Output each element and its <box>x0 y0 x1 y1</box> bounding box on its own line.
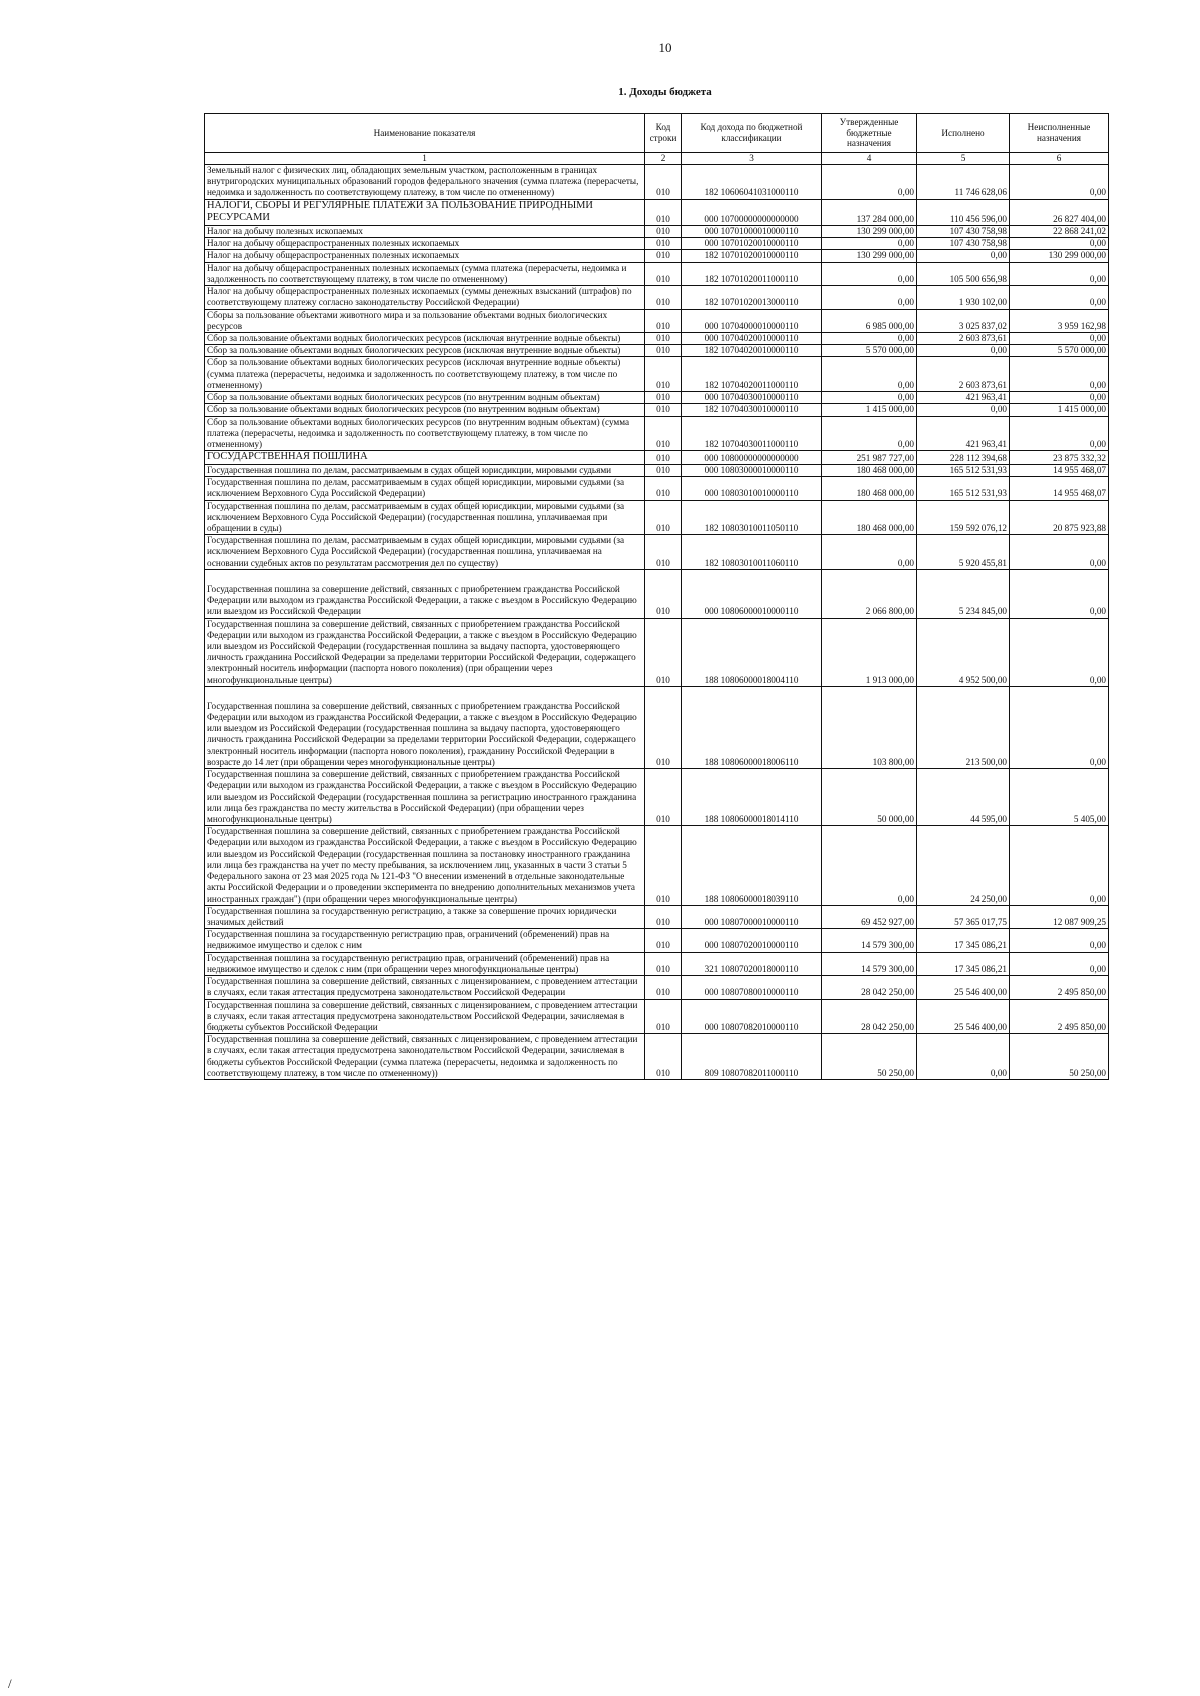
row-name: НАЛОГИ, СБОРЫ И РЕГУЛЯРНЫЕ ПЛАТЕЖИ ЗА ПОЛЬЗОВАНИЕ ПРИРОДНЫМИ РЕСУРСАМИ <box>205 199 645 225</box>
column-header-executed: Исполнено <box>917 114 1010 153</box>
row-executed: 25 546 400,00 <box>917 976 1010 999</box>
row-name: Государственная пошлина за совершение действий, связанных с приобретением гражданства Российской Федерации или выходом из гражданства Российской Федерации, а также с въездом в Российскую Федерацию или выездом из Российской Федерации (государственная пошлина за выдачу паспорта, удостоверяющего личность гражданина Российской Федерации за пределами территории Российской Федерации, содержащего электронный носитель информации (паспорта нового поколения), гражданину Российской Федерации в возрасте до 14 лет (при обращении через многофункциональные центры) <box>205 686 645 768</box>
table-row <box>205 1034 1109 1080</box>
table-row <box>205 416 1109 451</box>
row-income-code: 000 10704030010000110 <box>682 392 822 404</box>
row-approved: 0,00 <box>822 286 917 309</box>
column-number: 5 <box>917 153 1010 165</box>
table-row <box>205 569 1109 618</box>
row-name: Государственная пошлина по делам, рассматриваемым в судах общей юрисдикции, мировыми судьями <box>205 464 645 476</box>
column-header-unexecuted: Неисполненные назначения <box>1010 114 1109 153</box>
column-number-row <box>205 153 1109 165</box>
row-unexecuted: 0,00 <box>1010 618 1109 686</box>
row-approved: 50 250,00 <box>822 1034 917 1080</box>
row-income-code: 188 10806000018014110 <box>682 769 822 826</box>
row-approved: 0,00 <box>822 826 917 906</box>
row-name: Государственная пошлина за совершение действий, связанных с лицензированием, с проведением аттестации в случаях, если такая аттестация предусмотрена законодательством Российской Федерации <box>205 976 645 999</box>
row-line-code: 010 <box>645 199 682 225</box>
row-unexecuted: 0,00 <box>1010 416 1109 451</box>
row-approved: 103 800,00 <box>822 686 917 768</box>
row-executed: 57 365 017,75 <box>917 905 1010 928</box>
row-name: Государственная пошлина по делам, рассматриваемым в судах общей юрисдикции, мировыми судьями (за исключением Верховного Суда Российской Федерации) (государственная пошлина, уплачиваемая при обращении в суды) <box>205 500 645 535</box>
table-row <box>205 345 1109 357</box>
row-executed: 1 930 102,00 <box>917 286 1010 309</box>
row-name: Налог на добычу общераспространенных полезных ископаемых <box>205 250 645 262</box>
row-income-code: 188 10806000018039110 <box>682 826 822 906</box>
row-name: Налог на добычу общераспространенных полезных ископаемых <box>205 238 645 250</box>
row-name: Государственная пошлина по делам, рассматриваемым в судах общей юрисдикции, мировыми судьями (за исключением Верховного Суда Российской Федерации) (государственная пошлина, уплачиваемая на основании судебных актов по результатам рассмотрения дел по существу) <box>205 535 645 570</box>
row-approved: 0,00 <box>822 333 917 345</box>
row-unexecuted: 0,00 <box>1010 262 1109 285</box>
column-number: 3 <box>682 153 822 165</box>
row-unexecuted: 0,00 <box>1010 286 1109 309</box>
table-row <box>205 357 1109 392</box>
row-income-code: 182 10704020010000110 <box>682 345 822 357</box>
row-unexecuted: 0,00 <box>1010 569 1109 618</box>
row-executed: 24 250,00 <box>917 826 1010 906</box>
row-executed: 0,00 <box>917 404 1010 416</box>
row-executed: 159 592 076,12 <box>917 500 1010 535</box>
row-approved: 0,00 <box>822 535 917 570</box>
header-row <box>205 114 1109 153</box>
row-name: Сбор за пользование объектами водных биологических ресурсов (исключая внутренние водные объекты) (сумма платежа (перерасчеты, недоимка и задолженность по соответствующему платежу, в том числе по отмененному) <box>205 357 645 392</box>
row-line-code: 010 <box>645 345 682 357</box>
row-approved: 28 042 250,00 <box>822 976 917 999</box>
column-header-name: Наименование показателя <box>205 114 645 153</box>
row-unexecuted: 0,00 <box>1010 357 1109 392</box>
row-name: Сборы за пользование объектами животного мира и за пользование объектами водных биологических ресурсов <box>205 309 645 332</box>
row-executed: 107 430 758,98 <box>917 238 1010 250</box>
row-income-code: 000 10700000000000000 <box>682 199 822 225</box>
row-approved: 0,00 <box>822 416 917 451</box>
row-executed: 228 112 394,68 <box>917 451 1010 465</box>
row-income-code: 000 10807082010000110 <box>682 999 822 1034</box>
row-income-code: 182 10704020011000110 <box>682 357 822 392</box>
row-unexecuted: 0,00 <box>1010 238 1109 250</box>
row-income-code: 000 10807000010000110 <box>682 905 822 928</box>
row-name: Государственная пошлина за государственную регистрацию прав, ограничений (обременений) прав на недвижимое имущество и сделок с ним <box>205 929 645 952</box>
row-approved: 180 468 000,00 <box>822 464 917 476</box>
row-approved: 14 579 300,00 <box>822 952 917 975</box>
row-line-code: 010 <box>645 226 682 238</box>
row-name: Государственная пошлина за совершение действий, связанных с лицензированием, с проведением аттестации в случаях, если такая аттестация предусмотрена законодательством Российской Федерации, зачисляемая в бюджеты субъектов Российской Федерации <box>205 999 645 1034</box>
table-row <box>205 952 1109 975</box>
row-line-code: 010 <box>645 250 682 262</box>
row-line-code: 010 <box>645 929 682 952</box>
row-line-code: 010 <box>645 238 682 250</box>
row-approved: 130 299 000,00 <box>822 226 917 238</box>
row-name: Сбор за пользование объектами водных биологических ресурсов (по внутренним водным объектам) (сумма платежа (перерасчеты, недоимка и задолженность по соответствующему платежу, в том числе по отмененному) <box>205 416 645 451</box>
row-name: Земельный налог с физических лиц, обладающих земельным участком, расположенным в границах внутригородских муниципальных образований городов федерального значения (сумма платежа (перерасчеты, недоимка и задолженность по соответствующему платежу, в том числе по отмененному) <box>205 165 645 200</box>
row-executed: 5 234 845,00 <box>917 569 1010 618</box>
row-unexecuted: 0,00 <box>1010 686 1109 768</box>
row-line-code: 010 <box>645 769 682 826</box>
row-income-code: 182 10701020010000110 <box>682 250 822 262</box>
row-unexecuted: 0,00 <box>1010 929 1109 952</box>
row-executed: 11 746 628,06 <box>917 165 1010 200</box>
table-body <box>205 165 1109 1080</box>
row-approved: 180 468 000,00 <box>822 500 917 535</box>
table-row <box>205 404 1109 416</box>
row-income-code: 182 10704030010000110 <box>682 404 822 416</box>
row-executed: 17 345 086,21 <box>917 952 1010 975</box>
row-unexecuted: 2 495 850,00 <box>1010 976 1109 999</box>
row-unexecuted: 26 827 404,00 <box>1010 199 1109 225</box>
row-approved: 0,00 <box>822 238 917 250</box>
row-income-code: 000 10803010010000110 <box>682 477 822 500</box>
row-income-code: 000 10701020010000110 <box>682 238 822 250</box>
row-line-code: 010 <box>645 357 682 392</box>
section-title: 1. Доходы бюджета <box>618 86 712 98</box>
row-approved: 137 284 000,00 <box>822 199 917 225</box>
table-row <box>205 999 1109 1034</box>
row-unexecuted: 0,00 <box>1010 392 1109 404</box>
margin-mark: / <box>8 1676 12 1691</box>
table-row <box>205 686 1109 768</box>
row-line-code: 010 <box>645 451 682 465</box>
row-name: Государственная пошлина за совершение действий, связанных с приобретением гражданства Российской Федерации или выходом из гражданства Российской Федерации, а также с въездом в Российскую Федерацию или выездом из Российской Федерации (государственная пошлина за выдачу паспорта, удостоверяющего личность гражданина Российской Федерации за пределами территории Российской Федерации, содержащего электронный носитель информации (паспорта нового поколения) (при обращении через многофункциональные центры) <box>205 618 645 686</box>
table-row <box>205 238 1109 250</box>
row-line-code: 010 <box>645 392 682 404</box>
row-executed: 17 345 086,21 <box>917 929 1010 952</box>
row-executed: 5 920 455,81 <box>917 535 1010 570</box>
table-row <box>205 165 1109 200</box>
row-approved: 6 985 000,00 <box>822 309 917 332</box>
row-executed: 25 546 400,00 <box>917 999 1010 1034</box>
row-name: Налог на добычу полезных ископаемых <box>205 226 645 238</box>
row-approved: 2 066 800,00 <box>822 569 917 618</box>
column-number: 4 <box>822 153 917 165</box>
row-income-code: 000 10807020010000110 <box>682 929 822 952</box>
row-name: Сбор за пользование объектами водных биологических ресурсов (по внутренним водным объектам) <box>205 392 645 404</box>
row-approved: 0,00 <box>822 165 917 200</box>
row-income-code: 182 10803010011060110 <box>682 535 822 570</box>
row-unexecuted: 50 250,00 <box>1010 1034 1109 1080</box>
row-executed: 421 963,41 <box>917 392 1010 404</box>
row-executed: 0,00 <box>917 1034 1010 1080</box>
row-executed: 165 512 531,93 <box>917 477 1010 500</box>
row-executed: 0,00 <box>917 345 1010 357</box>
row-name: Государственная пошлина за совершение действий, связанных с приобретением гражданства Российской Федерации или выходом из гражданства Российской Федерации, а также с въездом в Российскую Федерацию или выездом из Российской Федерации (государственная пошлина за регистрацию иностранного гражданина или лица без гражданства по месту жительства в Российской Федерации) (при обращении через многофункциональные центры) <box>205 769 645 826</box>
row-unexecuted: 3 959 162,98 <box>1010 309 1109 332</box>
table-row <box>205 826 1109 906</box>
table-row <box>205 464 1109 476</box>
table-row <box>205 905 1109 928</box>
row-name: Государственная пошлина за государственную регистрацию, а также за совершение прочих юридически значимых действий <box>205 905 645 928</box>
row-executed: 213 500,00 <box>917 686 1010 768</box>
row-line-code: 010 <box>645 535 682 570</box>
row-unexecuted: 2 495 850,00 <box>1010 999 1109 1034</box>
row-line-code: 010 <box>645 569 682 618</box>
row-income-code: 000 10704000010000110 <box>682 309 822 332</box>
column-number: 2 <box>645 153 682 165</box>
table-row <box>205 618 1109 686</box>
row-executed: 107 430 758,98 <box>917 226 1010 238</box>
row-unexecuted: 14 955 468,07 <box>1010 477 1109 500</box>
row-name: Налог на добычу общераспространенных полезных ископаемых (суммы денежных взысканий (штрафов) по соответствующему платежу согласно законодательству Российской Федерации) <box>205 286 645 309</box>
row-executed: 2 603 873,61 <box>917 333 1010 345</box>
row-unexecuted: 0,00 <box>1010 952 1109 975</box>
row-unexecuted: 0,00 <box>1010 535 1109 570</box>
row-line-code: 010 <box>645 500 682 535</box>
table-row <box>205 286 1109 309</box>
row-line-code: 010 <box>645 1034 682 1080</box>
row-name: Государственная пошлина за совершение действий, связанных с лицензированием, с проведением аттестации в случаях, если такая аттестация предусмотрена законодательством Российской Федерации, зачисляемая в бюджеты субъектов Российской Федерации (сумма платежа (перерасчеты, недоимка и задолженность по соответствующему платежу, в том числе по отмененному)) <box>205 1034 645 1080</box>
row-income-code: 321 10807020018000110 <box>682 952 822 975</box>
row-approved: 251 987 727,00 <box>822 451 917 465</box>
row-income-code: 809 10807082011000110 <box>682 1034 822 1080</box>
row-income-code: 182 10704030011000110 <box>682 416 822 451</box>
row-approved: 69 452 927,00 <box>822 905 917 928</box>
row-line-code: 010 <box>645 165 682 200</box>
row-unexecuted: 14 955 468,07 <box>1010 464 1109 476</box>
row-unexecuted: 20 875 923,88 <box>1010 500 1109 535</box>
table-row <box>205 769 1109 826</box>
row-income-code: 182 10701020011000110 <box>682 262 822 285</box>
row-income-code: 000 10701000010000110 <box>682 226 822 238</box>
table-row <box>205 976 1109 999</box>
row-line-code: 010 <box>645 826 682 906</box>
row-line-code: 010 <box>645 905 682 928</box>
row-unexecuted: 5 405,00 <box>1010 769 1109 826</box>
row-name: Сбор за пользование объектами водных биологических ресурсов (исключая внутренние водные объекты) <box>205 333 645 345</box>
row-line-code: 010 <box>645 309 682 332</box>
row-name: Сбор за пользование объектами водных биологических ресурсов (исключая внутренние водные объекты) <box>205 345 645 357</box>
column-header-line-code: Код строки <box>645 114 682 153</box>
table-row <box>205 333 1109 345</box>
table-row <box>205 500 1109 535</box>
row-unexecuted: 0,00 <box>1010 165 1109 200</box>
row-unexecuted: 0,00 <box>1010 333 1109 345</box>
column-header-income-code: Код дохода по бюджетной классификации <box>682 114 822 153</box>
page-number: 10 <box>658 40 672 55</box>
row-approved: 1 913 000,00 <box>822 618 917 686</box>
revenue-table-container <box>204 113 1108 1080</box>
column-number: 1 <box>205 153 645 165</box>
column-number: 6 <box>1010 153 1109 165</box>
row-executed: 165 512 531,93 <box>917 464 1010 476</box>
row-line-code: 010 <box>645 618 682 686</box>
row-approved: 28 042 250,00 <box>822 999 917 1034</box>
table-row <box>205 451 1109 465</box>
row-approved: 1 415 000,00 <box>822 404 917 416</box>
row-approved: 14 579 300,00 <box>822 929 917 952</box>
row-line-code: 010 <box>645 464 682 476</box>
row-approved: 0,00 <box>822 392 917 404</box>
table-row <box>205 262 1109 285</box>
row-approved: 50 000,00 <box>822 769 917 826</box>
row-unexecuted: 22 868 241,02 <box>1010 226 1109 238</box>
table-row <box>205 199 1109 225</box>
row-executed: 2 603 873,61 <box>917 357 1010 392</box>
row-unexecuted: 130 299 000,00 <box>1010 250 1109 262</box>
row-approved: 0,00 <box>822 357 917 392</box>
row-income-code: 000 10806000010000110 <box>682 569 822 618</box>
column-header-approved: Утвержденные бюджетные назначения <box>822 114 917 153</box>
row-income-code: 188 10806000018004110 <box>682 618 822 686</box>
row-line-code: 010 <box>645 416 682 451</box>
row-line-code: 010 <box>645 333 682 345</box>
row-income-code: 000 10704020010000110 <box>682 333 822 345</box>
row-line-code: 010 <box>645 976 682 999</box>
row-name: Государственная пошлина по делам, рассматриваемым в судах общей юрисдикции, мировыми судьями (за исключением Верховного Суда Российской Федерации) <box>205 477 645 500</box>
row-income-code: 000 10800000000000000 <box>682 451 822 465</box>
row-unexecuted: 12 087 909,25 <box>1010 905 1109 928</box>
table-row <box>205 929 1109 952</box>
row-unexecuted: 1 415 000,00 <box>1010 404 1109 416</box>
row-name: Налог на добычу общераспространенных полезных ископаемых (сумма платежа (перерасчеты, недоимка и задолженность по соответствующему платежу, в том числе по отмененному) <box>205 262 645 285</box>
row-line-code: 010 <box>645 686 682 768</box>
row-name: ГОСУДАРСТВЕННАЯ ПОШЛИНА <box>205 451 645 465</box>
row-income-code: 000 10803000010000110 <box>682 464 822 476</box>
row-income-code: 182 10606041031000110 <box>682 165 822 200</box>
row-approved: 0,00 <box>822 262 917 285</box>
row-line-code: 010 <box>645 404 682 416</box>
table-row <box>205 309 1109 332</box>
row-approved: 130 299 000,00 <box>822 250 917 262</box>
row-income-code: 182 10803010011050110 <box>682 500 822 535</box>
row-executed: 4 952 500,00 <box>917 618 1010 686</box>
table-row <box>205 226 1109 238</box>
table-row <box>205 477 1109 500</box>
row-executed: 3 025 837,02 <box>917 309 1010 332</box>
table-row <box>205 250 1109 262</box>
row-executed: 0,00 <box>917 250 1010 262</box>
row-line-code: 010 <box>645 999 682 1034</box>
row-unexecuted: 23 875 332,32 <box>1010 451 1109 465</box>
row-income-code: 182 10701020013000110 <box>682 286 822 309</box>
row-executed: 44 595,00 <box>917 769 1010 826</box>
table-row <box>205 392 1109 404</box>
row-line-code: 010 <box>645 286 682 309</box>
row-line-code: 010 <box>645 477 682 500</box>
row-line-code: 010 <box>645 262 682 285</box>
row-income-code: 000 10807080010000110 <box>682 976 822 999</box>
row-approved: 5 570 000,00 <box>822 345 917 357</box>
row-unexecuted: 5 570 000,00 <box>1010 345 1109 357</box>
row-name: Государственная пошлина за совершение действий, связанных с приобретением гражданства Российской Федерации или выходом из гражданства Российской Федерации, а также с въездом в Российскую Федерацию или выездом из Российской Федерации <box>205 569 645 618</box>
row-name: Сбор за пользование объектами водных биологических ресурсов (по внутренним водным объектам) <box>205 404 645 416</box>
row-line-code: 010 <box>645 952 682 975</box>
revenue-table <box>204 113 1109 1080</box>
row-income-code: 188 10806000018006110 <box>682 686 822 768</box>
row-name: Государственная пошлина за государственную регистрацию прав, ограничений (обременений) прав на недвижимое имущество и сделок с ним (при обращении через многофункциональные центры) <box>205 952 645 975</box>
table-row <box>205 535 1109 570</box>
row-approved: 180 468 000,00 <box>822 477 917 500</box>
row-executed: 110 456 596,00 <box>917 199 1010 225</box>
row-executed: 105 500 656,98 <box>917 262 1010 285</box>
row-unexecuted: 0,00 <box>1010 826 1109 906</box>
row-executed: 421 963,41 <box>917 416 1010 451</box>
row-name: Государственная пошлина за совершение действий, связанных с приобретением гражданства Российской Федерации или выходом из гражданства Российской Федерации, а также с въездом в Российскую Федерацию или выездом из Российской Федерации (государственная пошлина за постановку иностранного гражданина или лица без гражданства на учет по месту пребывания, за исключением лиц, указанных в части 3 статьи 5 Федерального закона от 23 мая 2025 года № 121-ФЗ "О внесении изменений в отдельные законодательные акты Российской Федерации и о проведении эксперимента по внедрению дополнительных механизмов учета иностранных граждан") (при обращении через многофункциональные центры) <box>205 826 645 906</box>
